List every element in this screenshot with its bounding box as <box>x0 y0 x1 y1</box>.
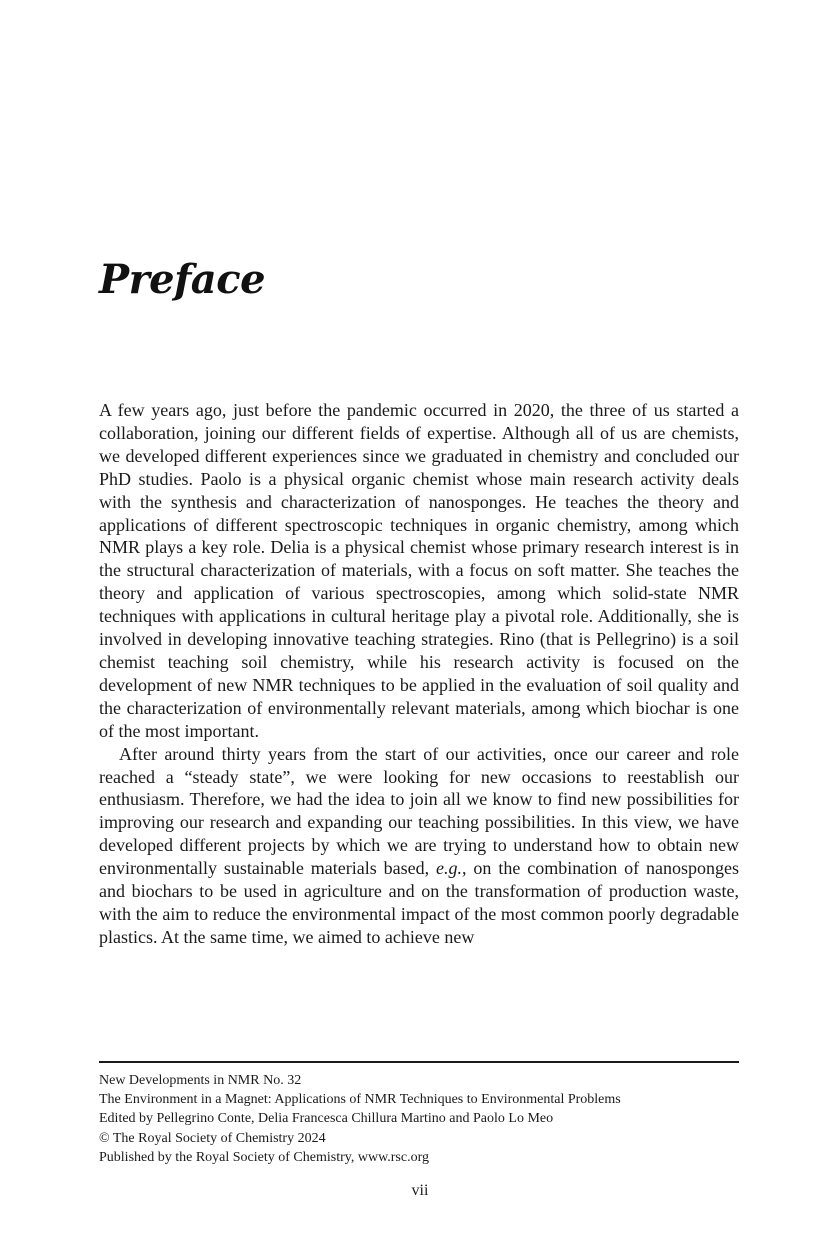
footer-credits <box>99 1071 759 1167</box>
page-title: Preface <box>99 256 266 303</box>
footer-editors: Edited by Pellegrino Conte, Delia Francesca Chillura Martino and Paolo Lo Meo <box>99 1111 554 1127</box>
page-number: vii <box>411 1182 429 1199</box>
paragraph-2 <box>99 743 739 949</box>
footer-publisher: Published by the Royal Society of Chemistry, www.rsc.org <box>99 1149 430 1165</box>
paragraph-2-eg: e.g. <box>436 858 463 879</box>
paragraph-1: A few years ago, just before the pandemic occurred in 2020, the three of us started a collaboration, joining our different fields of expertise. Although all of us are chemists, we developed different experiences since we graduated in chemistry and concluded our PhD studies. Paolo is a physical organic chemist whose main research activity deals with the synthesis and characterization of nanosponges. He teaches the theory and applications of different spectroscopic techniques in organic chemistry, among which NMR plays a key role. Delia is a physical chemist whose primary research interest is in the structural characterization of materials, with a focus on soft matter. She teaches the theory and application of various spectroscopies, among which solid-state NMR techniques with applications in cultural heritage play a pivotal role. Additionally, she is involved in developing innovative teaching strategies. Rino (that is Pellegrino) is a soil chemist teaching soil chemistry, while his research activity is focused on the development of new NMR techniques to be applied in the evaluation of soil quality and the characterization of environmentally relevant materials, among which biochar is one of the most important. <box>99 400 739 741</box>
footer-book-title: The Environment in a Magnet: Applications of NMR Techniques to Environmental Problems <box>99 1092 621 1108</box>
footer-divider <box>99 1061 739 1063</box>
paragraph-2-text-a: After around thirty years from the start of our activities, once our career and role reached a “steady state”, we were looking for new occasions to reestablish our enthusiasm. Therefore, we had the idea to join all we know to find new possibilities for improving our research and expanding our teaching possibilities. In this view, we have developed different projects by which we are trying to understand how to obtain new environmentally sustainable materials based, <box>99 743 739 879</box>
footer-copyright: © The Royal Society of Chemistry 2024 <box>99 1130 326 1146</box>
paragraph-2-text-b: , on the combination of nanosponges and biochars to be used in agriculture and on the transformation of production waste, with the aim to reduce the environmental impact of the most common poorly degradable plastics. At the same time, we aimed to achieve new <box>99 858 739 947</box>
footer-series: New Developments in NMR No. 32 <box>99 1073 302 1088</box>
preface-body <box>99 399 739 949</box>
